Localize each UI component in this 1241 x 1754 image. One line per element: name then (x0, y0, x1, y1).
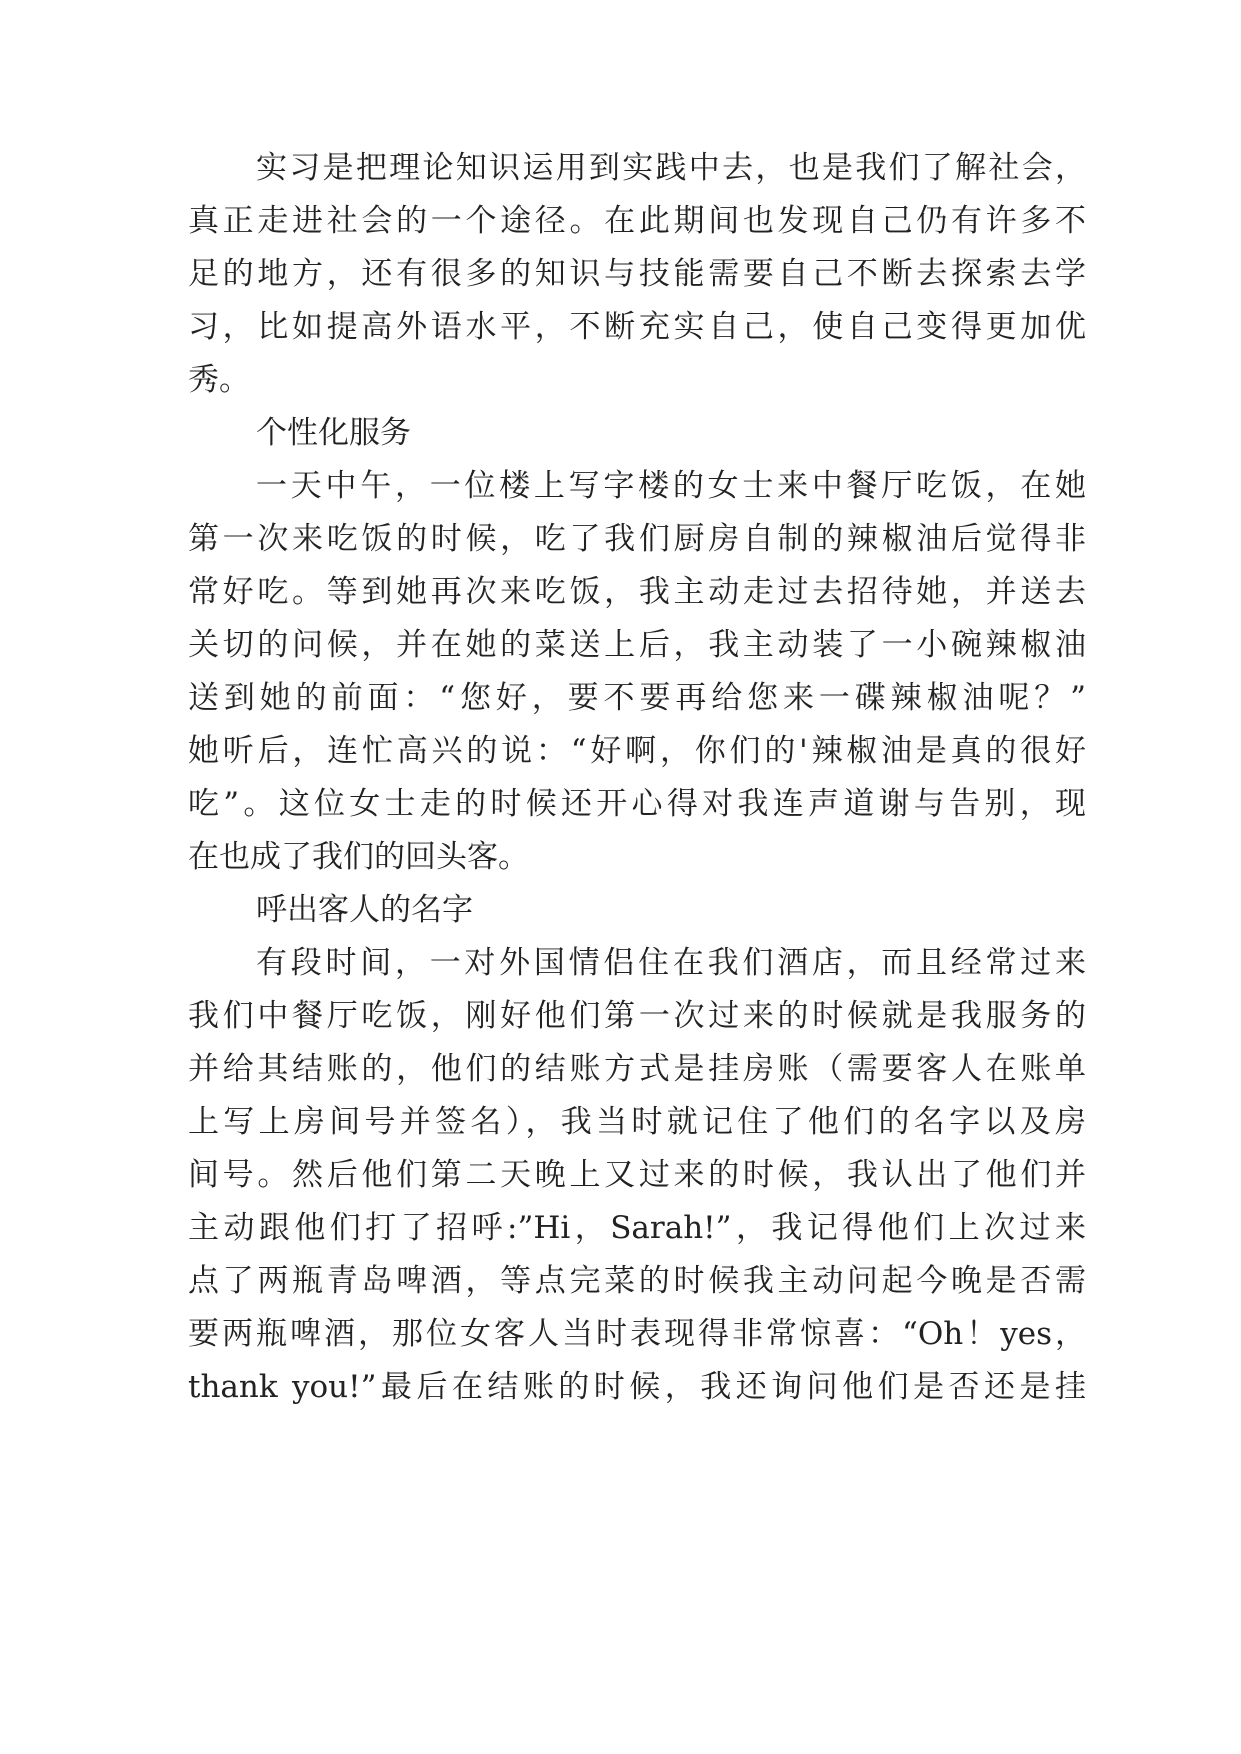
section-heading: 呼出客人的名字 (256, 892, 473, 928)
paragraph-line: 一天中午，一位楼上写字楼的女士来中餐厅吃饭，在她 (256, 468, 1086, 504)
paragraph-line: 习，比如提高外语水平，不断充实自己，使自己变得更加优 (188, 309, 1086, 345)
paragraph-line: thank you!”最后在结账的时候，我还询问他们是否还是挂 (188, 1369, 1086, 1405)
paragraph-line: 第一次来吃饭的时候，吃了我们厨房自制的辣椒油后觉得非 (188, 521, 1086, 557)
paragraph-line: 在也成了我们的回头客。 (188, 839, 529, 875)
paragraph-line: 上写上房间号并签名），我当时就记住了他们的名字以及房 (188, 1104, 1086, 1140)
paragraph-line: 吃”。这位女士走的时候还开心得对我连声道谢与告别，现 (188, 786, 1086, 822)
paragraph-line: 关切的问候，并在她的菜送上后，我主动装了一小碗辣椒油 (188, 627, 1086, 663)
paragraph-line: 她听后，连忙高兴的说：“好啊，你们的'辣椒油是真的很好 (188, 733, 1086, 769)
paragraph-line: 点了两瓶青岛啤酒，等点完菜的时候我主动问起今晚是否需 (188, 1263, 1086, 1299)
paragraph-line: 有段时间，一对外国情侣住在我们酒店，而且经常过来 (256, 945, 1086, 981)
section-heading: 个性化服务 (256, 415, 411, 451)
paragraph-line: 常好吃。等到她再次来吃饭，我主动走过去招待她，并送去 (188, 574, 1086, 610)
paragraph-line: 足的地方，还有很多的知识与技能需要自己不断去探索去学 (188, 256, 1086, 292)
paragraph-line: 间号。然后他们第二天晚上又过来的时候，我认出了他们并 (188, 1157, 1086, 1193)
paragraph-line: 要两瓶啤酒，那位女客人当时表现得非常惊喜：“Oh！yes， (188, 1316, 1086, 1352)
paragraph-line: 并给其结账的，他们的结账方式是挂房账（需要客人在账单 (188, 1051, 1086, 1087)
paragraph-line: 我们中餐厅吃饭，刚好他们第一次过来的时候就是我服务的 (188, 998, 1086, 1034)
paragraph-line: 主动跟他们打了招呼:”Hi，Sarah!”，我记得他们上次过来 (188, 1210, 1086, 1246)
paragraph-line: 真正走进社会的一个途径。在此期间也发现自己仍有许多不 (188, 203, 1086, 239)
paragraph-line: 秀。 (188, 362, 250, 398)
paragraph-line: 实习是把理论知识运用到实践中去，也是我们了解社会， (256, 150, 1086, 186)
paragraph-line: 送到她的前面：“您好，要不要再给您来一碟辣椒油呢？” (188, 680, 1086, 716)
